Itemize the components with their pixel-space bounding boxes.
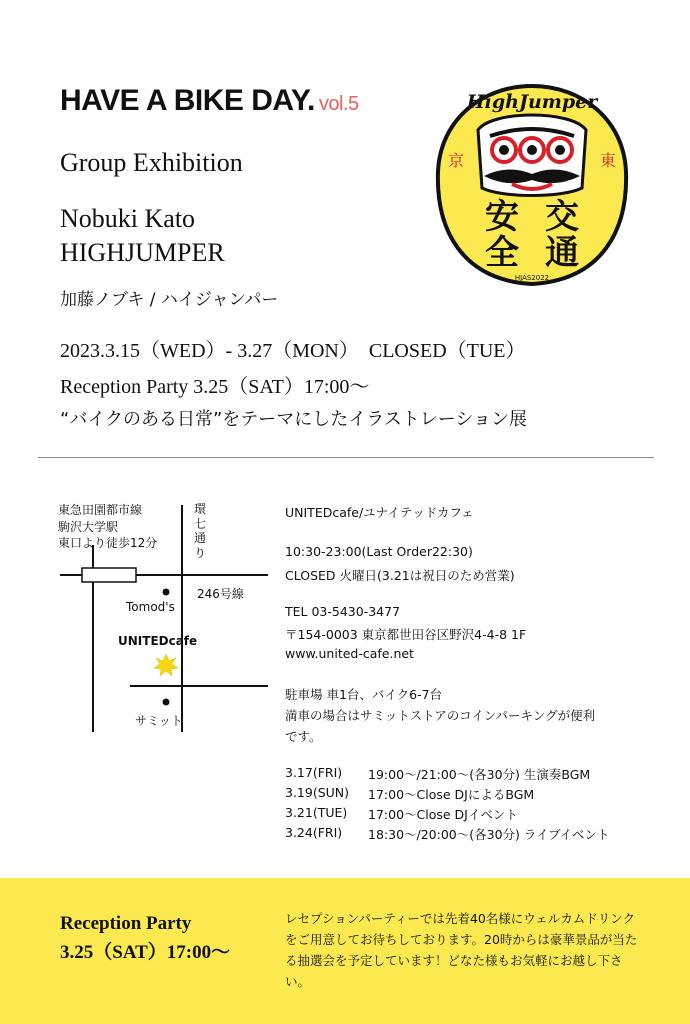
footer-reception-description: レセプションパーティーでは先着40名様にウェルカムドリンクをご用意してお待ちしております。20時からは豪華景品が当たる抽選会を予定しています！どなた様もお気軽にお越し下さい。 <box>285 911 638 989</box>
logo-script: HighJumper <box>466 91 598 113</box>
map-station-box <box>82 568 136 582</box>
map-station-label <box>58 502 157 552</box>
event-description: 17:00～Close DJによるBGM <box>368 787 535 802</box>
event-date: 3.24(FRI) <box>285 825 343 840</box>
map-summit-dot <box>163 699 170 706</box>
event-description: 19:00～/21:00～(各30分) 生演奏BGM <box>368 767 591 782</box>
event-title <box>60 84 359 118</box>
event-title-text: HAVE A BIKE DAY. <box>60 84 315 117</box>
event-date: 3.21(TUE) <box>285 805 348 820</box>
station-line: 東急田園都市線 <box>58 503 143 517</box>
exhibition-theme: “バイクのある日常”をテーマにしたイラストレーション展 <box>60 409 528 430</box>
footer-reception-date: 3.25（SAT）17:00～ <box>60 942 231 963</box>
artist-name-1: Nobuki Kato <box>60 204 196 233</box>
reception-info: Reception Party 3.25（SAT）17:00～ <box>60 376 370 398</box>
station-walk: 東口より徒歩12分 <box>58 536 158 550</box>
footer-reception-title: Reception Party <box>60 913 192 934</box>
artist-names-japanese: 加藤ノブキ / ハイジャンパー <box>60 290 279 310</box>
map-tomods-label: Tomod's <box>126 600 175 614</box>
logo-char-ko: 交 <box>545 197 579 237</box>
logo-left-char: 京 <box>447 151 465 170</box>
section-divider <box>38 457 654 458</box>
map-road246-label: 246号線 <box>197 587 244 601</box>
exhibition-dates: 2023.3.15（WED）- 3.27（MON） CLOSED（TUE） <box>60 340 526 362</box>
event-description: 17:00～Close DJイベント <box>368 807 518 822</box>
venue-address: 〒154-0003 東京都世田谷区野沢4-4-8 1F <box>285 627 527 642</box>
logo-caption: HJAS2022 <box>514 274 550 282</box>
daruma-safety-logo <box>432 80 632 290</box>
artist-name-2: HIGHJUMPER <box>60 238 225 267</box>
venue-website-link[interactable]: www.united-cafe.net <box>285 646 414 661</box>
event-date: 3.19(SUN) <box>285 785 350 800</box>
venue-phone: TEL 03-5430-3477 <box>285 604 401 619</box>
event-date: 3.17(FRI) <box>285 765 343 780</box>
event-description: 18:30～/20:00～(各30分) ライブイベント <box>368 827 610 842</box>
venue-hours: 10:30-23:00(Last Order22:30) <box>285 544 473 559</box>
map-summit-label: サミット <box>135 714 183 728</box>
venue-name: UNITEDcafe/ユナイテッドカフェ <box>285 505 474 520</box>
parking-note: 満車の場合はサミットストアのコインパーキングが便利 <box>285 708 596 723</box>
venue-closed-day: CLOSED 火曜日(3.21は祝日のため営業) <box>285 568 515 583</box>
map-tomods-dot <box>163 589 170 596</box>
logo-right-char: 東 <box>599 151 617 170</box>
map-united-label: UNITEDcafe <box>118 634 198 648</box>
map-road7-label: 環七通り <box>194 502 207 560</box>
parking-info: 駐車場 車1台、バイク6-7台 <box>285 687 443 702</box>
logo-char-an: 安 <box>485 197 519 237</box>
logo-char-zen: 全 <box>485 233 519 273</box>
map-unitedcafe-star-icon <box>154 654 178 676</box>
exhibition-type: Group Exhibition <box>60 148 243 177</box>
parking-note-end: です。 <box>285 729 322 744</box>
volume-label: vol.5 <box>318 93 359 115</box>
logo-char-tsu: 通 <box>545 233 579 273</box>
station-name: 駒沢大学駅 <box>58 519 119 534</box>
